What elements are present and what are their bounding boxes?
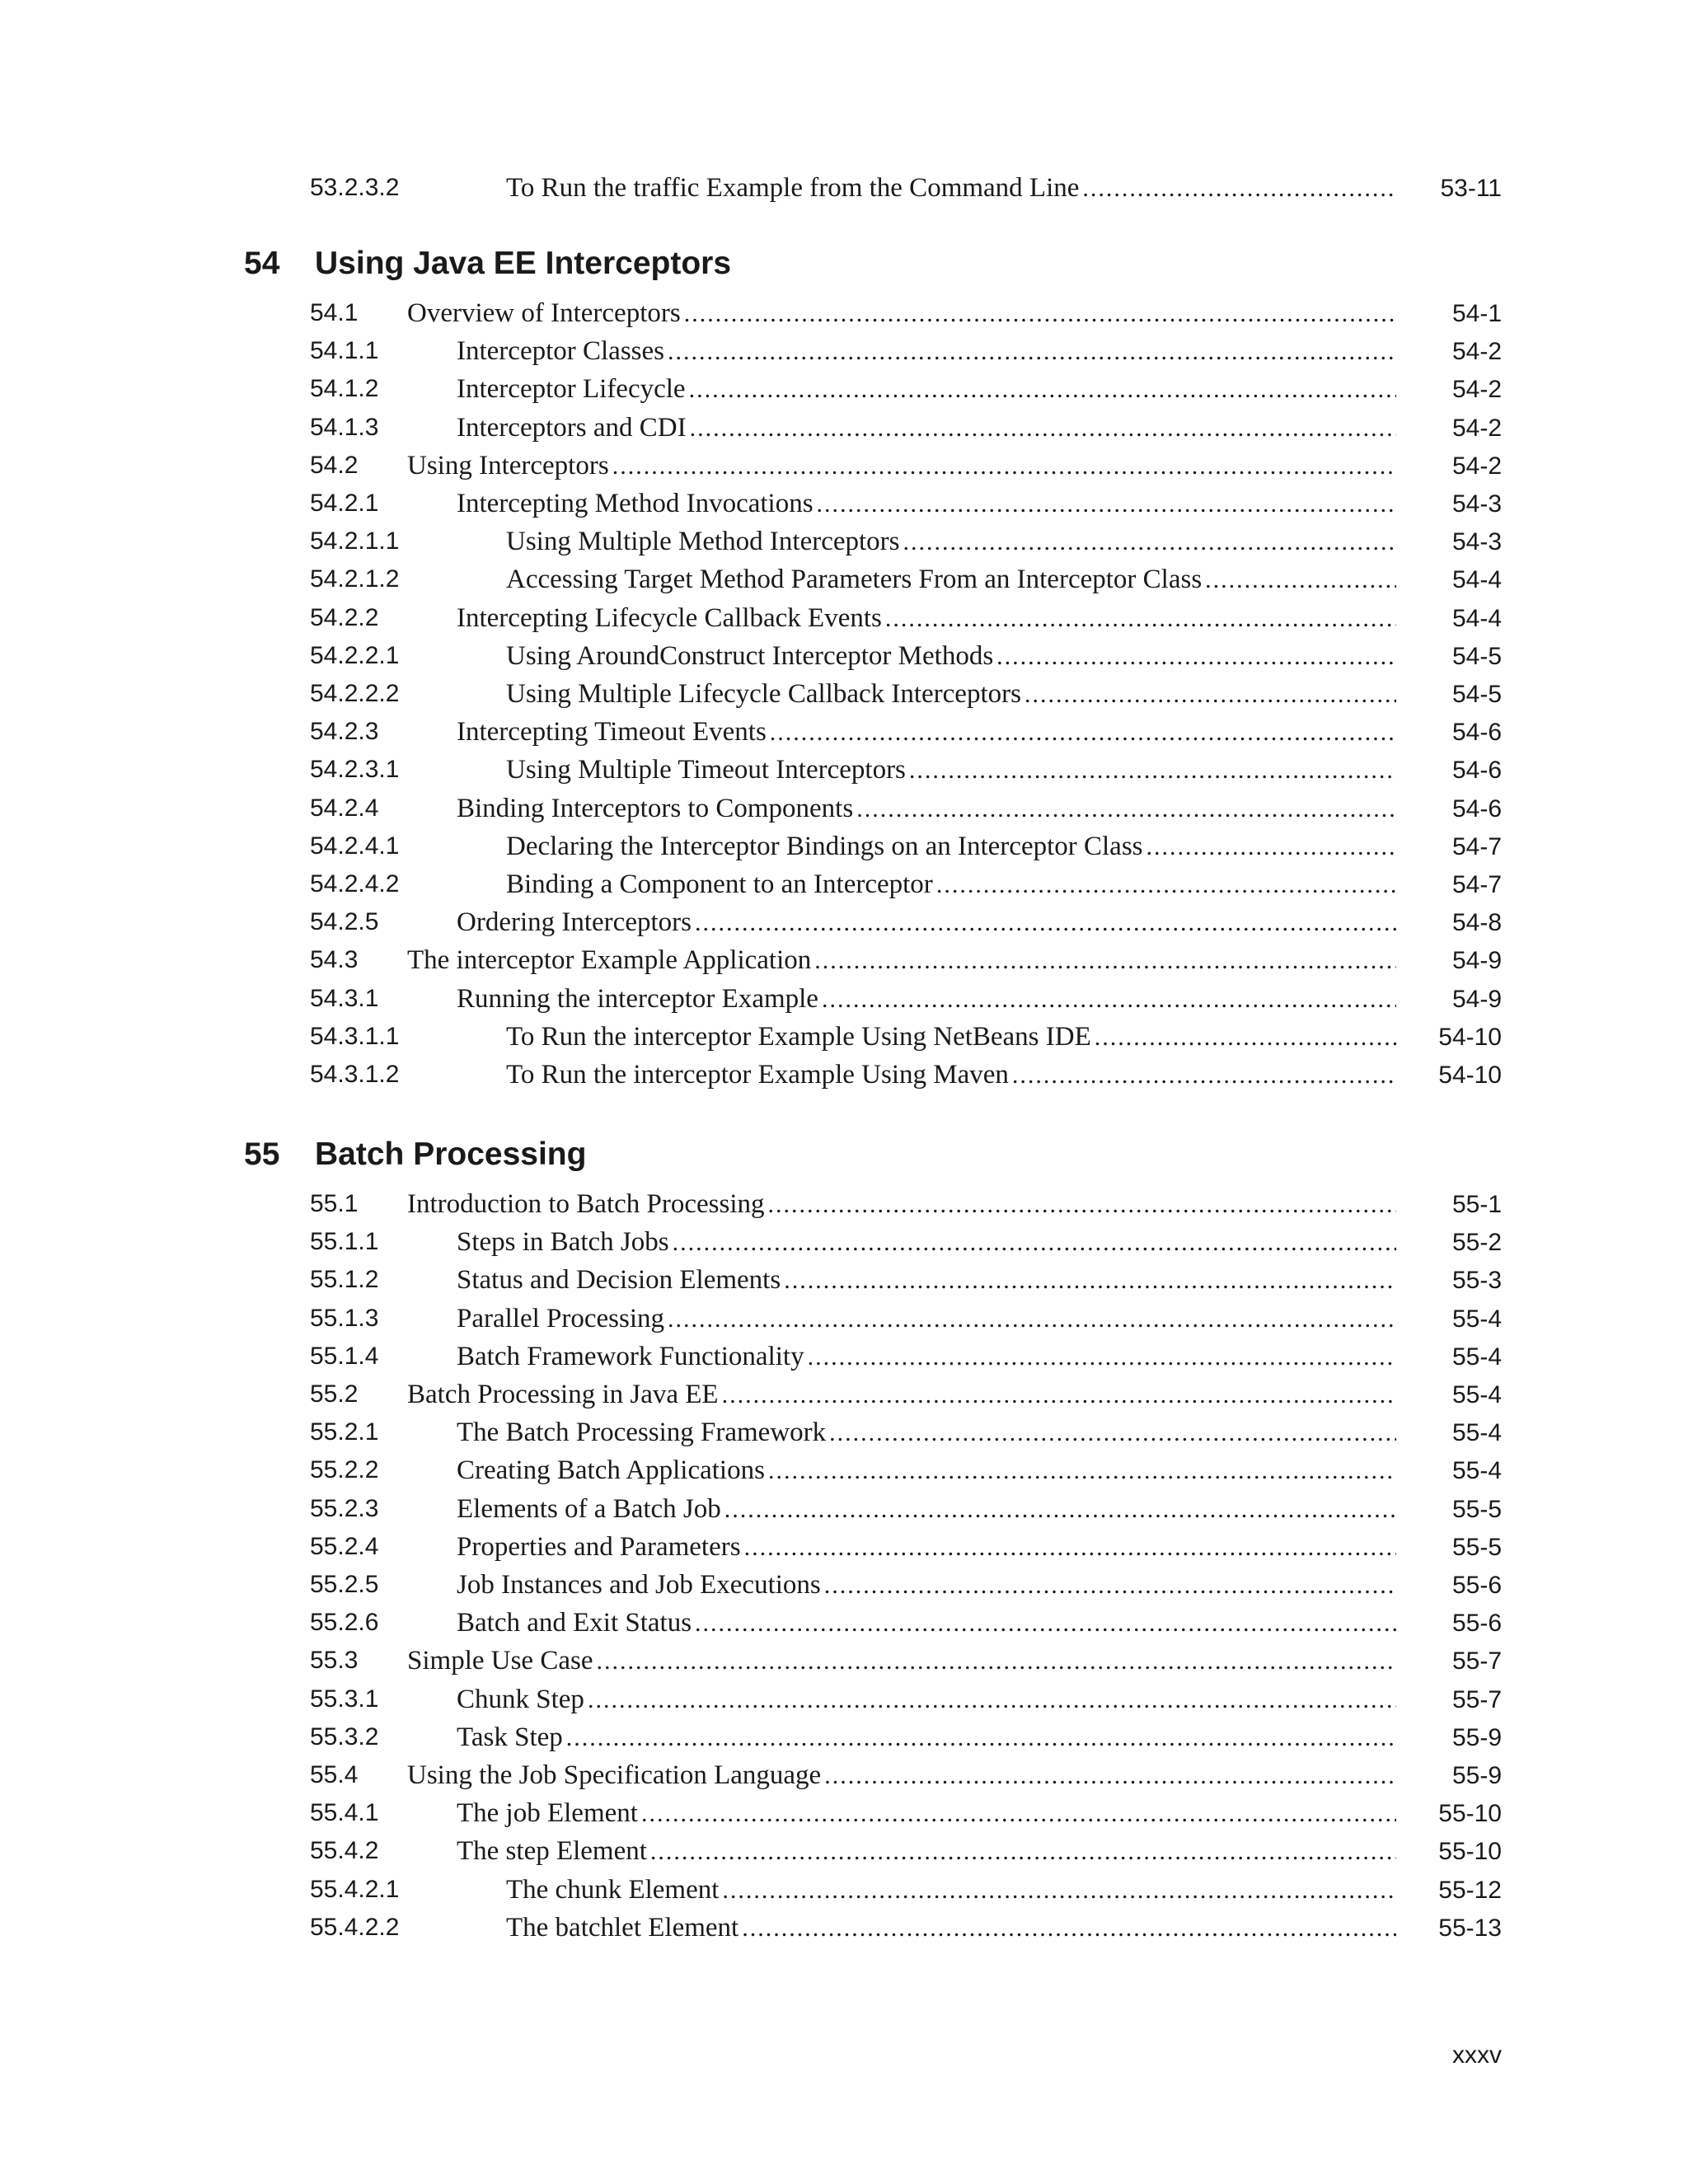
toc-entry-page: 55-9	[1451, 1762, 1502, 1789]
dot-leader	[742, 1910, 1396, 1947]
toc-entry-page: 55-5	[1451, 1495, 1502, 1523]
toc-entry-number: 54.1.1	[310, 337, 379, 365]
toc-entry-page: 54-3	[1451, 490, 1502, 518]
toc-entry-title: Interceptor Classes	[457, 332, 668, 370]
chapter-number: 55	[244, 1137, 280, 1172]
toc-entry[interactable]	[310, 447, 1502, 485]
dot-leader	[641, 1795, 1396, 1833]
toc-entry[interactable]	[310, 1376, 1502, 1413]
toc-entry-number: 54.2.3	[310, 718, 379, 746]
toc-entry-title-wrap	[407, 1642, 1396, 1680]
toc-entry-number: 54.2.3.1	[310, 756, 400, 784]
dot-leader	[817, 485, 1396, 523]
dot-leader	[784, 1262, 1396, 1300]
toc-entry-title: Using Multiple Timeout Interceptors	[506, 751, 909, 789]
toc-entry-title-wrap	[407, 1756, 1396, 1795]
toc-entry-title: Parallel Processing	[457, 1300, 668, 1338]
dot-leader	[668, 333, 1396, 371]
toc-entry-title: Properties and Parameters	[457, 1528, 744, 1566]
toc-entry-number: 55.2.5	[310, 1571, 379, 1598]
toc-entry-title-wrap	[506, 169, 1396, 208]
toc-entry-title: Simple Use Case	[407, 1642, 596, 1680]
toc-entry-title-wrap	[457, 1338, 1396, 1376]
toc-entry-title: Overview of Interceptors	[407, 294, 684, 332]
toc-entry[interactable]	[310, 1566, 1502, 1604]
dot-leader	[695, 904, 1396, 942]
toc-entry[interactable]	[310, 523, 1502, 560]
toc-entry-number: 54.2.4.1	[310, 832, 400, 860]
toc-entry-page: 55-7	[1451, 1685, 1502, 1713]
toc-entry-title: Status and Decision Elements	[457, 1261, 784, 1299]
chapter-title: Using Java EE Interceptors	[315, 246, 732, 281]
dot-leader	[770, 714, 1396, 752]
toc-entry-title: The step Element	[457, 1832, 650, 1870]
toc-entry-title: Declaring the Interceptor Bindings on an Interceptor Class	[506, 827, 1146, 865]
toc-entry-page: 55-4	[1451, 1343, 1502, 1371]
toc-entry-number: 55.4	[310, 1761, 359, 1788]
dot-leader	[668, 1301, 1396, 1338]
dot-leader	[673, 1224, 1396, 1262]
dot-leader	[722, 1376, 1396, 1414]
toc-entry-title-wrap	[457, 790, 1396, 828]
toc-entry-page: 54-1	[1451, 300, 1502, 327]
toc-entry-number: 55.1	[310, 1190, 359, 1217]
toc-entry[interactable]	[310, 1338, 1502, 1376]
toc-entry-title-wrap	[506, 1871, 1396, 1910]
toc-entry-title-wrap	[457, 1300, 1396, 1338]
toc-entry-title-wrap	[506, 1056, 1396, 1094]
dot-leader	[722, 1872, 1396, 1910]
toc-entry-title-wrap	[457, 1223, 1396, 1262]
toc-entry-title-wrap	[407, 447, 1396, 485]
toc-entry-page: 54-2	[1451, 338, 1502, 366]
toc-entry-title: Batch Framework Functionality	[457, 1338, 808, 1376]
toc-entry-title: Creating Batch Applications	[457, 1451, 768, 1489]
toc-entry[interactable]	[310, 751, 1502, 789]
toc-entry-page: 55-6	[1451, 1572, 1502, 1599]
toc-entry[interactable]	[310, 865, 1502, 903]
toc-entry-page: 54-5	[1451, 681, 1502, 708]
toc-entry[interactable]	[310, 941, 1502, 979]
chapter-heading[interactable]	[244, 1134, 586, 1175]
toc-entry-number: 55.4.2.2	[310, 1913, 400, 1941]
toc-entry-title-wrap	[457, 1528, 1396, 1567]
toc-entry-number: 55.4.2.1	[310, 1875, 400, 1903]
toc-entry[interactable]	[310, 1909, 1502, 1947]
toc-entry-page: 54-10	[1438, 1023, 1502, 1051]
dot-leader	[814, 942, 1396, 980]
toc-entry-title-wrap	[457, 1718, 1396, 1757]
toc-entry-page: 54-6	[1451, 794, 1502, 823]
dot-leader	[822, 981, 1396, 1019]
toc-entry-title: Batch Processing in Java EE	[407, 1376, 722, 1413]
dot-leader	[936, 866, 1396, 904]
toc-entry-number: 55.4.1	[310, 1799, 379, 1827]
toc-entry-number: 54.2.1.1	[310, 527, 400, 555]
toc-entry-page: 55-7	[1451, 1647, 1502, 1675]
toc-entry-title: To Run the interceptor Example Using Maven	[506, 1056, 1012, 1094]
toc-entry-number: 55.1.1	[310, 1228, 379, 1256]
toc-entry-number: 55.3.1	[310, 1685, 379, 1713]
dot-leader	[695, 1605, 1396, 1643]
toc-entry-title-wrap	[457, 903, 1396, 942]
toc-entry-number: 54.2.1	[310, 490, 379, 517]
toc-entry-number: 54.1	[310, 299, 359, 326]
toc-entry-title: Steps in Batch Jobs	[457, 1223, 673, 1261]
toc-entry-number: 55.2.4	[310, 1532, 379, 1560]
toc-entry-title-wrap	[457, 1680, 1396, 1719]
toc-entry[interactable]	[310, 1871, 1502, 1909]
toc-entry-page: 53-11	[1440, 175, 1502, 202]
dot-leader	[689, 371, 1396, 409]
toc-entry-title-wrap	[506, 560, 1396, 599]
toc-entry[interactable]	[310, 903, 1502, 941]
dot-leader	[1025, 676, 1396, 714]
toc-entry-page: 55-12	[1438, 1876, 1502, 1904]
toc-entry-number: 54.2.2	[310, 603, 379, 631]
toc-entry[interactable]	[310, 980, 1502, 1018]
toc-entry-number: 54.2.4.2	[310, 870, 400, 898]
toc-entry-page: 55-2	[1451, 1229, 1502, 1257]
toc-entry-page: 54-2	[1451, 452, 1502, 480]
toc-entry-title: Ordering Interceptors	[457, 903, 695, 941]
toc-entry-page: 54-6	[1451, 719, 1502, 747]
toc-entry-title-wrap	[457, 1604, 1396, 1643]
dot-leader	[885, 600, 1396, 638]
toc-entry-title: Intercepting Timeout Events	[457, 713, 770, 751]
toc-entry-title: Interceptor Lifecycle	[457, 370, 689, 408]
toc-entry-title-wrap	[457, 485, 1396, 523]
toc-entry-title-wrap	[506, 1909, 1396, 1947]
toc-entry-number: 54.1.2	[310, 375, 379, 403]
toc-entry-number: 55.2.2	[310, 1456, 379, 1484]
toc-entry-title-wrap	[457, 599, 1396, 638]
dot-leader	[690, 410, 1396, 448]
toc-entry-title-wrap	[407, 1185, 1396, 1224]
dot-leader	[829, 1414, 1396, 1452]
dot-leader	[724, 1491, 1396, 1529]
toc-entry-title: Binding Interceptors to Components	[457, 790, 856, 827]
toc-entry-title: Batch and Exit Status	[457, 1604, 695, 1642]
dot-leader	[612, 448, 1396, 485]
toc-entry-title-wrap	[407, 941, 1396, 980]
toc-entry-number: 54.3.1	[310, 984, 379, 1012]
toc-entry-title: Running the interceptor Example	[457, 980, 822, 1018]
toc-entry-title: The Batch Processing Framework	[457, 1413, 829, 1451]
toc-entry-title-wrap	[457, 1261, 1396, 1300]
dot-leader	[903, 523, 1396, 561]
toc-entry-title: Introduction to Batch Processing	[407, 1185, 768, 1223]
toc-entry-page: 54-2	[1451, 414, 1502, 442]
toc-entry[interactable]	[310, 1832, 1502, 1870]
toc-entry[interactable]	[310, 1451, 1502, 1489]
toc-entry-title-wrap	[457, 1832, 1396, 1871]
toc-entry-title-wrap	[506, 865, 1396, 904]
dot-leader	[824, 1757, 1396, 1795]
toc-entry[interactable]	[310, 169, 1502, 207]
chapter-title: Batch Processing	[315, 1137, 587, 1172]
toc-entry[interactable]	[310, 332, 1502, 370]
toc-entry-title-wrap	[506, 637, 1396, 676]
toc-entry-title: The interceptor Example Application	[407, 941, 814, 979]
dot-leader	[1095, 1019, 1396, 1057]
toc-entry[interactable]	[310, 1528, 1502, 1566]
toc-entry-number: 55.3	[310, 1647, 359, 1675]
toc-entry-number: 54.2.2.2	[310, 680, 400, 707]
toc-entry[interactable]	[310, 1604, 1502, 1642]
toc-entry[interactable]	[310, 1185, 1502, 1223]
dot-leader	[1146, 828, 1396, 866]
toc-entry-page: 54-4	[1451, 604, 1502, 632]
toc-entry[interactable]	[310, 599, 1502, 637]
toc-entry-title: To Run the traffic Example from the Command Line	[506, 169, 1082, 207]
dot-leader	[1012, 1057, 1396, 1094]
toc-entry-title-wrap	[506, 751, 1396, 790]
toc-entry[interactable]	[310, 1018, 1502, 1056]
dot-leader	[650, 1833, 1396, 1871]
dot-leader	[824, 1567, 1396, 1605]
toc-entry[interactable]	[310, 560, 1502, 598]
toc-entry-title-wrap	[457, 1490, 1396, 1529]
toc-entry-page: 55-4	[1451, 1419, 1502, 1447]
toc-entry[interactable]	[310, 1756, 1502, 1794]
dot-leader	[808, 1338, 1396, 1376]
toc-entry-number: 55.1.2	[310, 1266, 379, 1294]
toc-entry-title-wrap	[457, 713, 1396, 752]
toc-entry[interactable]	[310, 1223, 1502, 1261]
toc-entry[interactable]	[310, 1413, 1502, 1451]
chapter-number: 54	[244, 246, 280, 281]
toc-entry-page: 55-9	[1451, 1723, 1502, 1751]
toc-entry-page: 55-10	[1438, 1838, 1502, 1866]
toc-entry-title-wrap	[407, 294, 1396, 333]
dot-leader	[588, 1681, 1396, 1719]
dot-leader	[856, 790, 1396, 828]
toc-entry-page: 54-5	[1451, 642, 1502, 670]
toc-entry-title-wrap	[506, 523, 1396, 561]
toc-entry-page: 54-9	[1451, 985, 1502, 1013]
toc-entry-title: Intercepting Method Invocations	[457, 485, 817, 523]
toc-entry-number: 55.2.3	[310, 1494, 379, 1522]
toc-entry[interactable]	[310, 1300, 1502, 1338]
toc-entry-title: The batchlet Element	[506, 1909, 742, 1947]
toc-entry-page: 54-8	[1451, 909, 1502, 937]
toc-entry[interactable]	[310, 370, 1502, 408]
toc-entry-page: 54-9	[1451, 947, 1502, 975]
toc-entry-title: Job Instances and Job Executions	[457, 1566, 824, 1604]
toc-entry-title: The job Element	[457, 1794, 641, 1832]
toc-entry-number: 55.2	[310, 1380, 359, 1408]
toc-entry-number: 54.2.4	[310, 794, 379, 822]
toc-entry-page: 55-4	[1451, 1381, 1502, 1408]
dot-leader	[566, 1719, 1396, 1757]
toc-entry-number: 54.2.5	[310, 908, 379, 936]
toc-entry-number: 55.2.6	[310, 1609, 379, 1637]
toc-entry-page: 55-4	[1451, 1457, 1502, 1485]
toc-entry-title: Using Interceptors	[407, 447, 612, 485]
toc-entry-title: The chunk Element	[506, 1871, 722, 1909]
toc-entry-number: 54.2.2.1	[310, 641, 400, 669]
toc-entry-page: 55-10	[1438, 1800, 1502, 1828]
toc-entry-page: 54-6	[1451, 757, 1502, 785]
toc-entry-title: To Run the interceptor Example Using NetBeans IDE	[506, 1018, 1095, 1056]
dot-leader	[1082, 170, 1396, 208]
toc-entry-page: 54-7	[1451, 871, 1502, 898]
toc-entry-title: Using the Job Specification Language	[407, 1756, 824, 1794]
toc-entry-page: 54-2	[1451, 376, 1502, 404]
toc-entry-title-wrap	[457, 332, 1396, 371]
toc-entry-number: 54.2.1.2	[310, 565, 400, 593]
toc-entry[interactable]	[310, 485, 1502, 523]
toc-entry-page: 54-7	[1451, 832, 1502, 860]
toc-entry-page: 55-4	[1451, 1305, 1502, 1333]
toc-entry-title-wrap	[506, 675, 1396, 714]
toc-entry-title-wrap	[457, 1566, 1396, 1605]
toc-entry-title: Accessing Target Method Parameters From an Interceptor Class	[506, 560, 1205, 598]
toc-entry[interactable]	[310, 1056, 1502, 1094]
toc-entry-number: 55.3.2	[310, 1722, 379, 1750]
toc-entry[interactable]	[310, 1680, 1502, 1718]
toc-entry[interactable]	[310, 1261, 1502, 1299]
toc-entry-page: 54-4	[1451, 566, 1502, 594]
toc-entry[interactable]	[310, 1794, 1502, 1832]
dot-leader	[768, 1186, 1396, 1224]
toc-entry-number: 54.2	[310, 451, 359, 479]
toc-entry-number: 53.2.3.2	[310, 174, 400, 201]
toc-entry-title: Elements of a Batch Job	[457, 1490, 724, 1528]
toc-entry-title-wrap	[457, 1794, 1396, 1833]
toc-entry-title: Using Multiple Method Interceptors	[506, 523, 903, 560]
toc-entry-number: 54.3.1.1	[310, 1022, 400, 1050]
dot-leader	[744, 1529, 1396, 1567]
toc-entry-title-wrap	[457, 409, 1396, 448]
dot-leader	[596, 1643, 1396, 1680]
toc-entry[interactable]	[310, 790, 1502, 827]
toc-entry-page: 54-3	[1451, 528, 1502, 556]
toc-entry-page: 55-6	[1451, 1610, 1502, 1638]
toc-entry-number: 55.1.4	[310, 1342, 379, 1370]
toc-entry-title: Intercepting Lifecycle Callback Events	[457, 599, 885, 637]
toc-entry-page: 55-3	[1451, 1267, 1502, 1295]
page-number: xxxv	[1452, 2041, 1502, 2069]
toc-entry[interactable]	[310, 1490, 1502, 1528]
toc-entry-title-wrap	[457, 1413, 1396, 1452]
toc-entry-number: 54.1.3	[310, 413, 379, 441]
dot-leader	[909, 752, 1396, 790]
toc-entry-title-wrap	[407, 1376, 1396, 1414]
toc-entry-number: 54.3	[310, 946, 359, 974]
toc-entry-number: 55.4.2	[310, 1837, 379, 1865]
toc-entry[interactable]	[310, 1642, 1502, 1680]
toc-entry[interactable]	[310, 409, 1502, 447]
toc-entry-title: Chunk Step	[457, 1680, 588, 1718]
toc-entry-page: 55-13	[1438, 1914, 1502, 1942]
toc-entry-title: Using Multiple Lifecycle Callback Interceptors	[506, 675, 1025, 713]
toc-entry-title: Binding a Component to an Interceptor	[506, 865, 936, 903]
toc-entry-title-wrap	[506, 827, 1396, 866]
dot-leader	[996, 638, 1396, 676]
toc-entry[interactable]	[310, 675, 1502, 713]
toc-entry-title-wrap	[457, 980, 1396, 1019]
toc-entry-number: 55.1.3	[310, 1304, 379, 1332]
toc-entry-page: 54-10	[1438, 1062, 1502, 1089]
toc-entry-number: 54.3.1.2	[310, 1061, 400, 1088]
toc-entry-title-wrap	[457, 370, 1396, 409]
toc-entry-page: 55-1	[1451, 1191, 1502, 1218]
toc-entry-title-wrap	[506, 1018, 1396, 1057]
toc-entry[interactable]	[310, 1718, 1502, 1756]
toc-entry-page: 55-5	[1451, 1533, 1502, 1561]
dot-leader	[684, 295, 1396, 333]
toc-entry-title: Task Step	[457, 1718, 566, 1756]
toc-entry-title-wrap	[457, 1451, 1396, 1490]
toc-entry-title: Interceptors and CDI	[457, 409, 690, 447]
chapter-heading[interactable]	[244, 243, 731, 284]
toc-entry-title: Using AroundConstruct Interceptor Methods	[506, 637, 996, 675]
toc-entry[interactable]	[310, 637, 1502, 675]
toc-entry-number: 55.2.1	[310, 1418, 379, 1446]
toc-entry[interactable]	[310, 713, 1502, 751]
dot-leader	[1205, 561, 1396, 599]
dot-leader	[768, 1452, 1396, 1490]
toc-entry[interactable]	[310, 827, 1502, 865]
toc-entry[interactable]	[310, 294, 1502, 332]
